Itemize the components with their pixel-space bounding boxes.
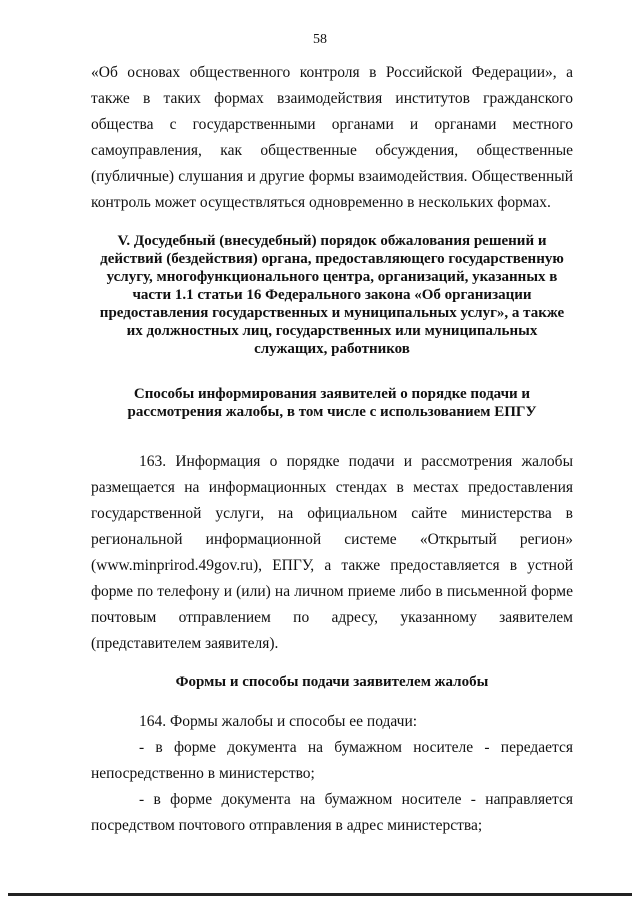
paragraph-164: 164. Формы жалобы и способы ее подачи: <box>139 713 418 730</box>
bottom-rule <box>8 893 632 896</box>
page-number: 58 <box>313 32 327 47</box>
paragraph-continuation: «Об основах общественного контроля в Российской Федерации», а также в таких формах взаимодействия институтов гражданского общества с государственными органами и органами местного самоуправления, как общественные обсуждения, общественные (публичные) слушания и другие формы взаимодействия. Общественный контроль может осуществляться одновременно в нескольких формах. <box>91 64 573 211</box>
list-item: - в форме документа на бумажном носителе - направляется посредством почтового отправления в адрес министерства; <box>91 791 573 834</box>
subheading-forms: Формы и способы подачи заявителем жалобы <box>175 674 489 690</box>
document-body <box>91 60 573 839</box>
paragraph-163: 163. Информация о порядке подачи и рассмотрения жалобы размещается на информационных стендах в местах предоставления государственной услуги, на официальном сайте министерства в региональной информационной системе «Открытый регион» (www.minprirod.49gov.ru), ЕПГУ, а также предоставляется в устной форме по телефону и (или) на личном приеме либо в письменной форме почтовым отправлением по адресу, указанному заявителем (представителем заявителя). <box>91 453 573 652</box>
section-heading: V. Досудебный (внесудебный) порядок обжалования решений и действий (бездействия) органа, предоставляющего государственную услугу, многофункционального центра, организаций, указанных в части 1.1 статьи 16 Федерального закона «Об организации предоставления государственных и муниципальных услуг», а также их должностных лиц, государственных или муниципальных служащих, работников <box>99 233 565 357</box>
list-item: - в форме документа на бумажном носителе - передается непосредственно в министерство; <box>91 739 573 782</box>
subheading-informing: Способы информирования заявителей о порядке подачи и рассмотрения жалобы, в том числе с использованием ЕПГУ <box>127 386 537 420</box>
